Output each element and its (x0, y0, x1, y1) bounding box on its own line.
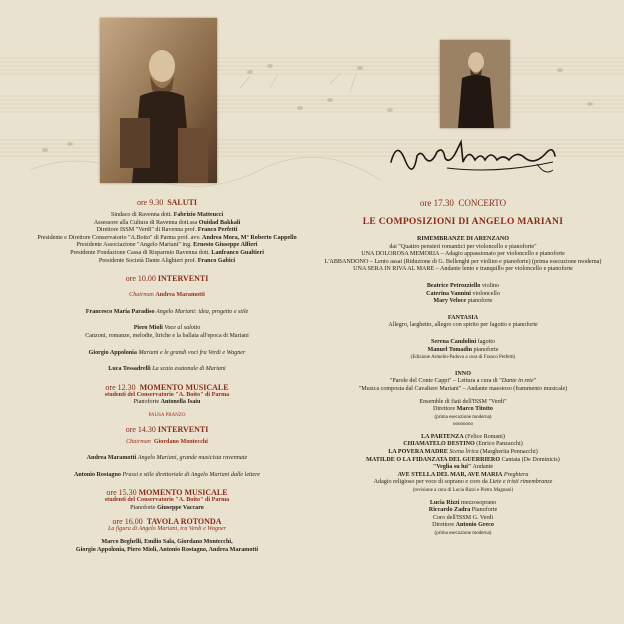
participants-line: Marco Beghelli, Emilio Sala, Giordano Montecchi, (101, 539, 233, 546)
concert-heading: ore 17.30 CONCERTO (419, 198, 507, 208)
saluti-name: Lanfranco Gualtieri (211, 249, 264, 256)
talk-title: Angelo Mariani: idea, progetto e stile (156, 308, 249, 315)
performer-name: Mary Veloce (433, 298, 467, 305)
ensemble-line: Ensemble di fiati dell'ISSM "Verdi" (419, 398, 507, 405)
song-line (318, 449, 608, 457)
song-title: LA PARTENZA (421, 433, 464, 440)
momento-2-students: studenti del Conservatorio "A. Boito" di Parma (104, 497, 230, 504)
tavola-rotonda-subtitle: La figura di Angelo Mariani, tra Verdi e Wagner (107, 526, 227, 533)
saluti-role: Presidente Associazione "Angelo Mariani" ing. (76, 242, 194, 249)
fantasia-line: Allegro, larghetto, allegro con spirito per fagotto e pianoforte (388, 322, 538, 329)
song-note: Andante (471, 464, 494, 471)
saluti-name: Franco Gabici (197, 257, 236, 264)
talk-speaker: Luca Tessadrelli (108, 366, 151, 373)
portrait-photo-seated (100, 18, 217, 183)
performer (318, 283, 608, 291)
interventi-afternoon-heading: ore 14.30 INTERVENTI (125, 424, 209, 434)
talk-line (22, 455, 312, 463)
talk-line (22, 309, 312, 317)
talk-title: Voce al salotto (164, 325, 201, 332)
song-note: (Felice Romani) (463, 433, 505, 440)
inno-line-2: "Musica composta dal Cavaliere Mariani" – Andante maestoso (frammento musicale) (358, 385, 568, 392)
saluti-role: Sindaco di Ravenna dott. (110, 212, 174, 218)
talk-speaker: Piero Mioli (133, 325, 163, 332)
program-concert-column (318, 198, 608, 538)
ensemble-director: Direttore Marco Titotto (433, 406, 493, 413)
song-line (318, 464, 608, 472)
tavola-rotonda-heading: ore 16.00 TAVOLA ROTONDA (112, 517, 222, 527)
saluti-role: Assessore alla Cultura di Ravenna dott.ssa (93, 219, 199, 226)
song-line (318, 457, 608, 465)
choir-director: Direttore Antonio Greco (432, 522, 494, 529)
song-title: AVE STELLA DEL MAR, AVE MARIA (397, 471, 503, 478)
concert-title: LE COMPOSIZIONI DI ANGELO MARIANI (362, 217, 564, 227)
saluti-name: Ouidad Bakkali (198, 219, 241, 226)
performer-name: Riccardo Zadra (428, 507, 471, 514)
piece-line: L'ABBANDONO – Lento assai (Riduzione di G. Bellenghi per violino e pianoforte) (prima esecuzione moderna) (324, 258, 602, 265)
talk-speaker: Giorgio Appolonia (88, 349, 137, 356)
saluti-heading: ore 9.30 SALUTI (136, 198, 197, 207)
talk-line (22, 472, 312, 480)
performer-name: Manuel Tomadin (427, 346, 472, 353)
participants-line: Giorgio Appolonia, Piero Mioli, Antonio Rostagno, Andrea Maramotti (75, 546, 259, 553)
fantasia-edition-note: (Edizione Armelin-Padova a cura di Franco Perfetti) (410, 355, 516, 361)
momento-2-pianist: Pianoforte Giuseppe Vaccaro (130, 504, 204, 511)
talk-speaker: Antonio Rostagno (74, 471, 121, 478)
inno-title: INNO (455, 370, 471, 377)
premiere-note-2: (prima esecuzione moderna) (434, 531, 492, 536)
separator: oooooooo (453, 422, 473, 428)
performer-role: pianoforte (473, 346, 499, 353)
performer-role: violoncello (472, 290, 500, 297)
performers-songs (318, 500, 608, 515)
chairman-morning: Chairman Andrea Maramotti (129, 292, 205, 299)
talks-afternoon (22, 455, 312, 488)
saluti-line (22, 250, 312, 258)
performer-name: Beatrice Petrozziello (426, 282, 481, 289)
talk-speaker: Andrea Maramotti (86, 455, 137, 462)
song-note: Cantata (De Dominicis) (500, 456, 560, 463)
talk-line (22, 350, 312, 358)
portrait-photo-standing (440, 40, 510, 128)
songs-list (318, 434, 608, 480)
saluti-name: Fabrizio Matteucci (173, 212, 224, 218)
talk-title: La scaia esatonale di Mariani (152, 366, 226, 373)
piece-line: dai "Quattro pensieri romantici per violoncello e pianoforte" (389, 243, 537, 250)
program-morning-column (22, 198, 312, 554)
performer-role: Pianoforte (471, 507, 498, 514)
performer-role: violino (481, 282, 500, 289)
talk-title: Mariani e le grandi voci fra Verdi e Wagner (138, 349, 246, 356)
performers-rimembranze (318, 283, 608, 306)
revision-note: (revisione a cura di Lucia Rizzi e Pietro Magnani) (412, 488, 514, 494)
song-genre: Preghiera (503, 471, 529, 478)
talks-morning (22, 309, 312, 383)
saluti-role: Presidente e Direttore Conservatorio "A.Boito" di Parma prof. avv. (37, 234, 203, 241)
performers-fantasia (318, 339, 608, 354)
performer-role: mezzosoprano (460, 499, 497, 506)
talk-title: Prassi e stile direttoriale di Angelo Mariani dalle lettere (122, 471, 260, 478)
saluti-list (22, 212, 312, 265)
rimembranze-lines (318, 244, 608, 274)
chairman-afternoon: Chairman Giordano Montecchi (126, 438, 208, 445)
performer (318, 507, 608, 515)
saluti-name: Ernesto Giuseppe Alfieri (193, 242, 258, 249)
song-line (318, 472, 608, 480)
momento-musicale-2-heading: ore 15.30 MOMENTO MUSICALE (106, 488, 228, 498)
piece-line: UNA SERA IN RIVA AL MARE – Andante lento e tranquillo per violoncello e pianoforte (353, 266, 573, 273)
saluti-role: Presidente Fondazione Cassa di Risparmio Ravenna dott. (70, 249, 212, 256)
saluti-name: Franco Perfetti (197, 227, 238, 234)
talk-subtitle: Canzoni, romanze, melodie, liriche e la ballata all'epoca di Mariani (85, 332, 249, 339)
saluti-name: Andrea Mora, M° Roberto Cappello (202, 234, 297, 241)
talk-line (22, 325, 312, 333)
lunch-break: PAUSA PRANZO (148, 412, 186, 418)
momento-musicale-1-heading: ore 12.30 MOMENTO MUSICALE (105, 382, 229, 392)
momento-1-pianist: Pianoforte Antonella Isaiu (133, 399, 201, 406)
saluti-line (22, 258, 312, 266)
performer-name: Lucia Rizzi (429, 499, 460, 506)
talk-speaker: Francesco Maria Paradiso (85, 308, 155, 315)
song-title: MATILDE O LA FIDANZATA DEL GUERRIERO (366, 456, 501, 463)
interventi-morning-heading: ore 10.00 INTERVENTI (125, 274, 209, 284)
song-title: CHIAMATELO DESTINO (403, 441, 475, 448)
fantasia-title: FANTASIA (447, 314, 479, 321)
song-note: (Margherita Pennacchi) (478, 449, 538, 456)
performer-role: fagotto (477, 338, 495, 345)
saluti-line (22, 227, 312, 235)
piece-line: UNA DOLOROSA MEMORIA – Adagio appassionato per violoncello e pianoforte (361, 251, 565, 258)
song-title: "Veglia su lui" (432, 464, 472, 471)
performer (318, 347, 608, 355)
saluti-line (22, 242, 312, 250)
inno-line-1: "Parole del Conte Cappi" – Lettura a cura di "Dante in rete" (389, 378, 537, 385)
talk-title: Angelo Mariani, grande musicista ravennate (137, 455, 248, 462)
premiere-note-1: (prima esecuzione moderna) (434, 414, 492, 420)
song-line (318, 441, 608, 449)
talk-line (22, 366, 312, 374)
adagio-line: Adagio religioso per voce di soprano e coro da Liete e tristi rimembranze (373, 479, 553, 486)
saluti-line (22, 235, 312, 243)
momento-1-students: studenti del Conservatorio "A. Boito" di Parma (104, 391, 230, 398)
tavola-rotonda-participants (22, 539, 312, 554)
performer (318, 298, 608, 306)
saluti-line (22, 212, 312, 220)
signature-angelo-mariani (387, 132, 559, 182)
performer-name: Serena Candolini (431, 338, 477, 345)
song-genre: Scena lirica (449, 449, 479, 456)
saluti-role: Presidente Società Dante Alighieri prof. (98, 257, 198, 264)
rimembranze-title: RIMEMBRANZE DI ARENZANO (416, 236, 510, 242)
song-title: LA POVERA MADRE (388, 449, 448, 456)
song-note: (Enrico Panzacchi) (474, 441, 523, 448)
performer-name: Caterina Vannini (426, 290, 471, 297)
performer (318, 339, 608, 347)
choir-line: Coro dell'ISSM G. Verdi (432, 514, 494, 521)
saluti-role: Direttore ISSM "Verdi" di Ravenna prof. (96, 227, 198, 234)
performer-role: pianoforte (467, 298, 493, 305)
